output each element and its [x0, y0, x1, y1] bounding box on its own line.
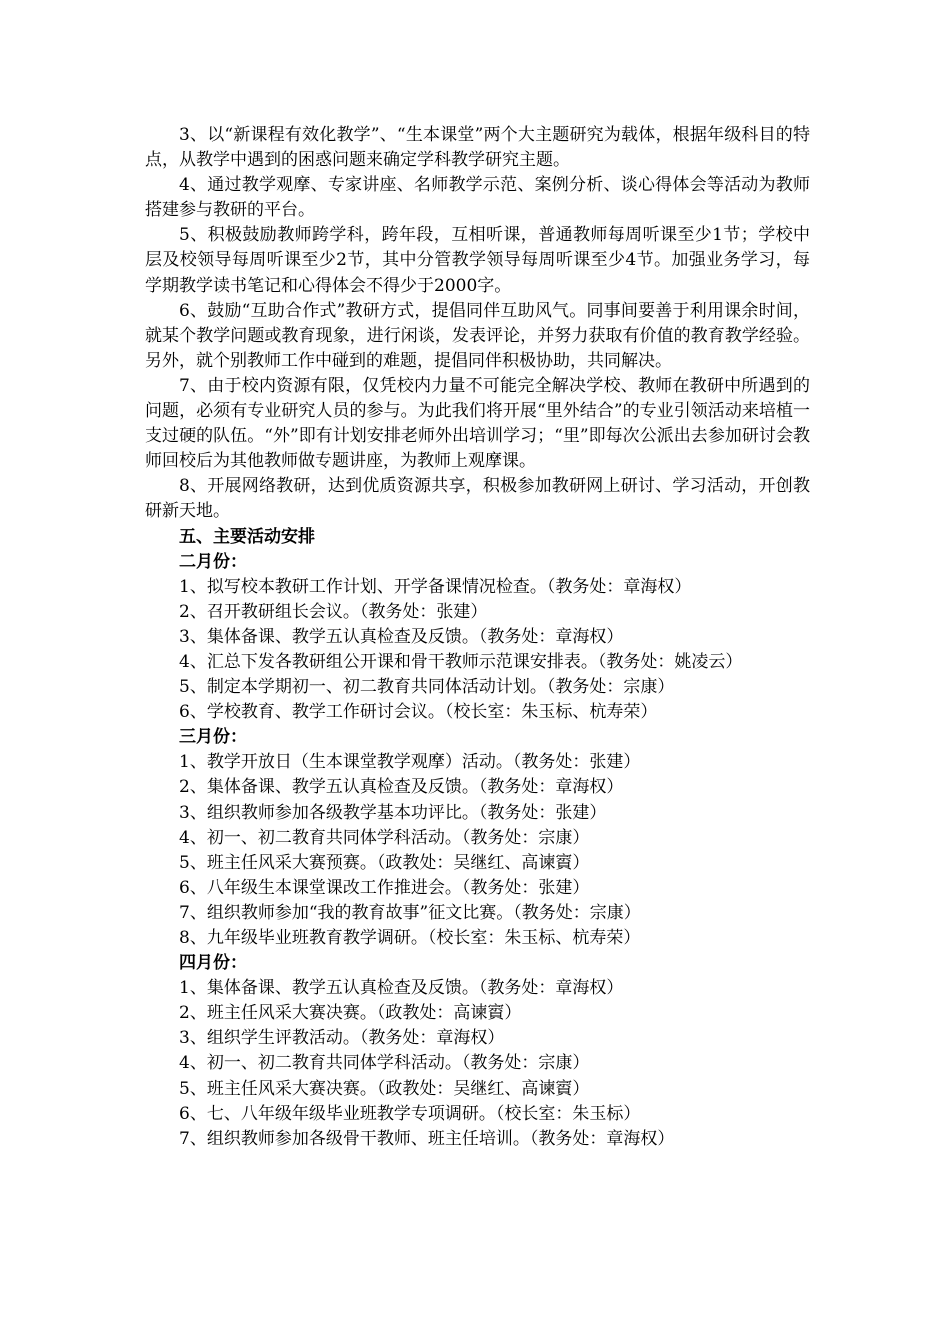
list-item: 5、班主任风采大赛决赛。（政教处：吴继红、高谏賨）	[179, 1078, 590, 1099]
list-item: 4、初一、初二教育共同体学科活动。（教务处：宗康）	[179, 827, 590, 848]
list-item: 8、九年级毕业班教育教学调研。（校长室：朱玉标、杭寿荣）	[179, 928, 641, 948]
list-item: 5、制定本学期初一、初二教育共同体活动计划。（教务处：宗康）	[179, 677, 675, 698]
list-item: 3、集体备课、教学五认真检查及反馈。（教务处：章海权）	[179, 626, 624, 647]
list-item: 2、集体备课、教学五认真检查及反馈。（教务处：章海权）	[179, 777, 624, 798]
list-item: 4、汇总下发各教研组公开课和骨干教师示范课安排表。（教务处：姚凌云）	[179, 651, 743, 672]
list-item: 3、组织教师参加各级教学基本功评比。（教务处：张建）	[179, 802, 607, 823]
list-item: 7、组织教师参加“我的教育故事”征文比赛。（教务处：宗康）	[179, 902, 641, 923]
paragraph-8: 8、开展网络教研，达到优质资源共享，积极参加教研网上研讨、学习活动，开创教研新天地。	[145, 476, 810, 522]
list-item: 6、七、八年级年级毕业班教学专项调研。（校长室：朱玉标）	[179, 1103, 641, 1124]
list-item: 1、教学开放日（生本课堂教学观摩）活动。（教务处：张建）	[179, 752, 641, 773]
list-item: 5、班主任风采大赛预赛。（政教处：吴继红、高谏賨）	[179, 852, 590, 873]
list-item: 3、组织学生评教活动。（教务处：章海权）	[179, 1028, 505, 1049]
list-item: 4、初一、初二教育共同体学科活动。（教务处：宗康）	[179, 1053, 590, 1074]
list-item: 6、学校教育、教学工作研讨会议。（校长室：朱玉标、杭寿荣）	[179, 702, 658, 723]
paragraph-6: 6、鼓励“互助合作式”教研方式，提倡同伴互助风气。同事间要善于利用课余时间，就某个教学问题或教育现象，进行闲谈，发表评论，并努力获取有价值的教育教学经验。另外，就个别教师工作中碰到的难题，提倡同伴积极协助，共同解决。	[145, 300, 810, 371]
paragraph-5: 5、积极鼓励教师跨学科，跨年段，互相听课，普通教师每周听课至少1节；学校中层及校领导每周听课至少2节，其中分管教学领导每周听课至少4节。加强业务学习，每学期教学读书笔记和心得体会不得少于2000字。	[145, 225, 810, 296]
list-item: 2、班主任风采大赛决赛。（政教处：高谏賨）	[179, 1003, 522, 1024]
list-item: 6、八年级生本课堂课改工作推进会。（教务处：张建）	[179, 877, 590, 898]
month-heading-february: 二月份：	[179, 551, 247, 572]
list-item: 1、集体备课、教学五认真检查及反馈。（教务处：章海权）	[179, 978, 624, 999]
paragraph-7: 7、由于校内资源有限，仅凭校内力量不可能完全解决学校、教师在教研中所遇到的问题，必须有专业研究人员的参与。为此我们将开展“里外结合”的专业引领活动来培植一支过硬的队伍。“外”即有计划安排老师外出培训学习；“里”即每次公派出去参加研讨会教师回校后为其他教师做专题讲座，为教师上观摩课。	[145, 375, 810, 472]
month-heading-march: 三月份：	[179, 727, 247, 748]
list-item: 2、召开教研组长会议。（教务处：张建）	[179, 601, 488, 622]
month-heading-april: 四月份：	[179, 953, 247, 974]
section-heading: 五、主要活动安排	[179, 526, 315, 547]
list-item: 1、拟写校本教研工作计划、开学备课情况检查。（教务处：章海权）	[179, 576, 692, 597]
paragraph-3: 3、以“新课程有效化教学”、“生本课堂”两个大主题研究为载体，根据年级科目的特点，从教学中遇到的困惑问题来确定学科教学研究主题。	[145, 125, 810, 171]
paragraph-4: 4、通过教学观摩、专家讲座、名师教学示范、案例分析、谈心得体会等活动为教师搭建参与教研的平台。	[145, 175, 810, 221]
list-item: 7、组织教师参加各级骨干教师、班主任培训。（教务处：章海权）	[179, 1128, 675, 1149]
document-body	[145, 123, 810, 1152]
